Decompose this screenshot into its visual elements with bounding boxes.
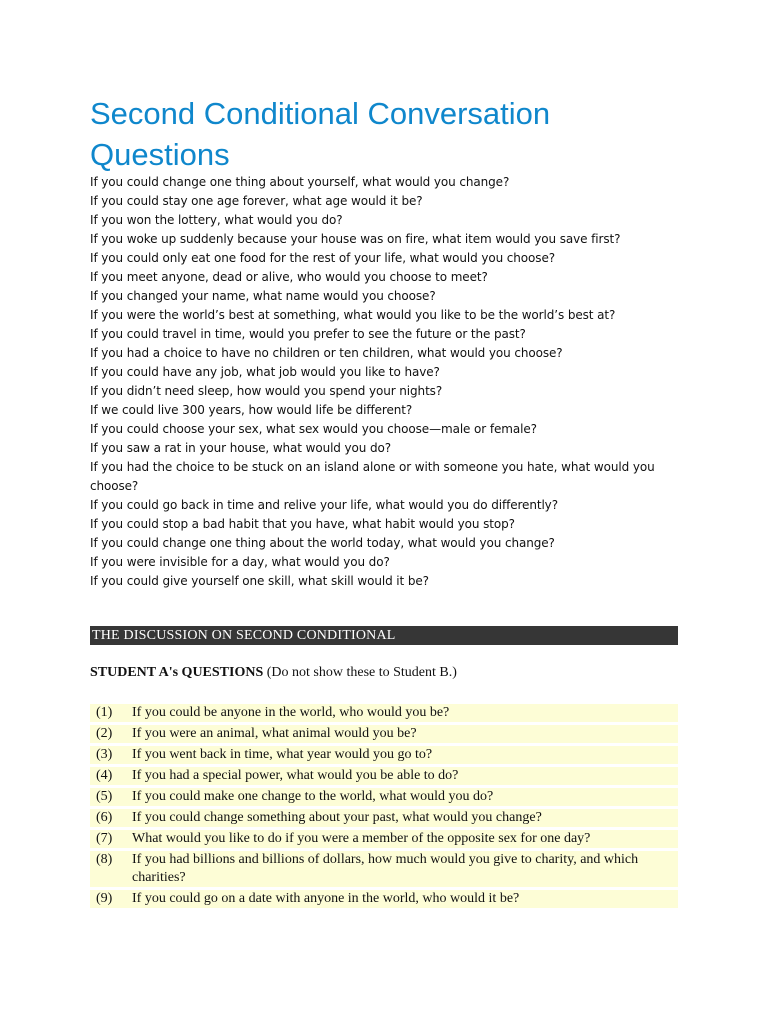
conversation-questions-list [90,173,690,591]
question-item: If you could choose your sex, what sex would you choose—male or female? [90,422,537,436]
question-item: If you could change one thing about the world today, what would you change? [90,536,555,550]
question-item: If you could stay one age forever, what age would it be? [90,194,423,208]
item-text: If you could go on a date with anyone in the world, who would it be? [132,890,678,908]
question-item: If you could change one thing about yourself, what would you change? [90,175,510,189]
item-number: (1) [90,704,132,722]
student-a-questions-table [90,701,678,911]
item-text: If you could change something about your past, what would you change? [132,809,678,827]
question-item: If you could only eat one food for the rest of your life, what would you choose? [90,251,555,265]
question-item: If we could live 300 years, how would life be different? [90,403,413,417]
table-row [90,767,678,785]
student-a-heading [90,664,680,682]
item-number: (5) [90,788,132,806]
question-item: If you could travel in time, would you prefer to see the future or the past? [90,327,526,341]
table-row [90,704,678,722]
question-item: If you meet anyone, dead or alive, who would you choose to meet? [90,270,488,284]
item-number: (8) [90,851,132,887]
question-item: If you changed your name, what name would you choose? [90,289,436,303]
item-number: (2) [90,725,132,743]
question-item: If you won the lottery, what would you do? [90,213,343,227]
table-row [90,830,678,848]
question-item: If you had a choice to have no children or ten children, what would you choose? [90,346,563,360]
item-text: If you had a special power, what would you be able to do? [132,767,678,785]
question-item: If you could have any job, what job would you like to have? [90,365,440,379]
item-text: If you could be anyone in the world, who would you be? [132,704,678,722]
question-item: If you could stop a bad habit that you have, what habit would you stop? [90,517,515,531]
table-row [90,746,678,764]
question-item: If you didn’t need sleep, how would you spend your nights? [90,384,443,398]
item-number: (6) [90,809,132,827]
item-number: (7) [90,830,132,848]
question-item: If you could give yourself one skill, what skill would it be? [90,574,429,588]
table-row [90,809,678,827]
page-title: Second Conditional Conversation Questions [90,96,551,172]
item-text: If you could make one change to the world, what would you do? [132,788,678,806]
table-row [90,890,678,908]
table-row [90,851,678,887]
item-number: (9) [90,890,132,908]
question-item: If you woke up suddenly because your house was on fire, what item would you save first? [90,232,621,246]
item-text: If you had billions and billions of dollars, how much would you give to charity, and which charities? [132,851,678,887]
table-row [90,725,678,743]
student-a-title: STUDENT A's QUESTIONS [90,665,264,680]
item-text: What would you like to do if you were a member of the opposite sex for one day? [132,830,678,848]
item-number: (3) [90,746,132,764]
item-text: If you were an animal, what animal would you be? [132,725,678,743]
question-item: If you had the choice to be stuck on an island alone or with someone you hate, what would you choose? [90,460,655,493]
item-text: If you went back in time, what year would you go to? [132,746,678,764]
question-item: If you were the world’s best at something, what would you like to be the world’s best at? [90,308,616,322]
question-item: If you saw a rat in your house, what would you do? [90,441,392,455]
student-a-note: (Do not show these to Student B.) [266,665,457,680]
section-heading-bar: THE DISCUSSION ON SECOND CONDITIONAL [90,626,678,645]
table-row [90,788,678,806]
question-item: If you were invisible for a day, what would you do? [90,555,390,569]
item-number: (4) [90,767,132,785]
question-item: If you could go back in time and relive your life, what would you do differently? [90,498,558,512]
